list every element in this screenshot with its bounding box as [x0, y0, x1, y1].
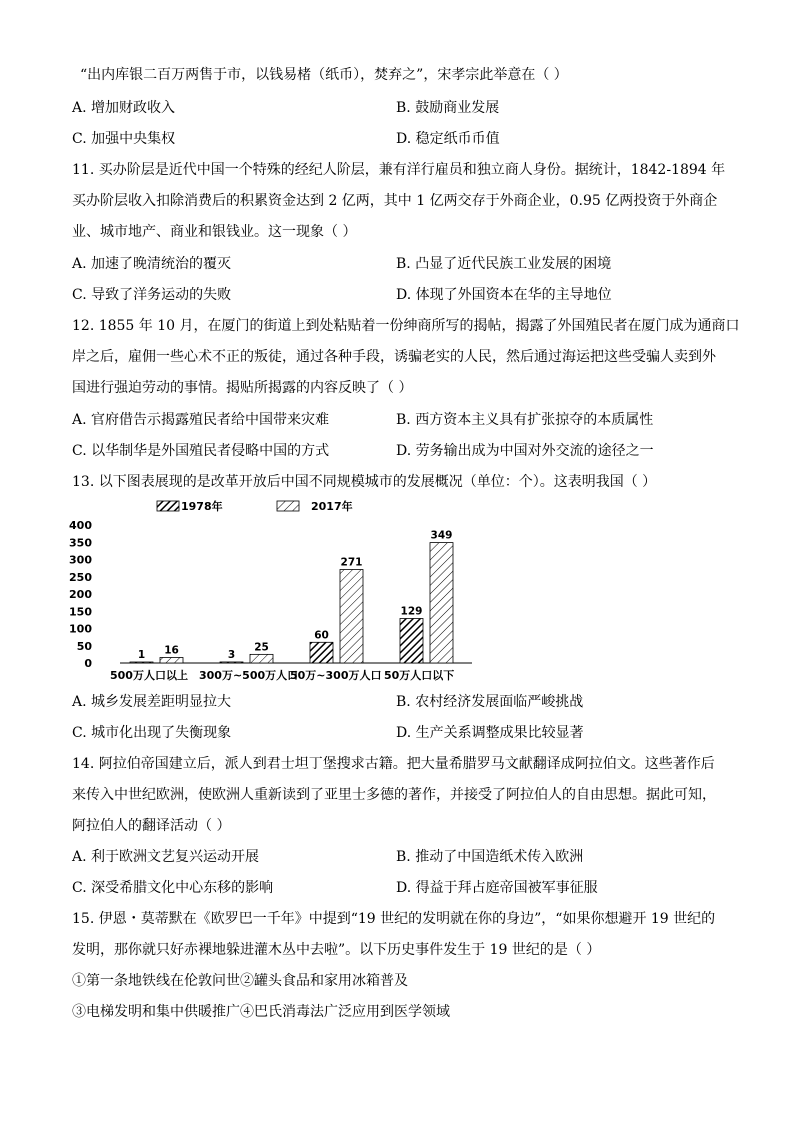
bar-1978年-2: [310, 642, 333, 663]
q11-stem-line-3: 业、城市地产、商业和银钱业。这一现象（ ）: [72, 224, 357, 240]
y-tick-label: 200: [69, 588, 92, 601]
y-tick-label: 150: [69, 605, 92, 619]
bar-value-label: 349: [430, 529, 453, 542]
q13-option-b[interactable]: B. 农村经济发展面临严峻挑战: [396, 694, 584, 710]
bar-value-label: 129: [400, 605, 423, 618]
bar-value-label: 3: [227, 648, 236, 661]
q15-item-line-1: ①第一条地铁线在伦敦问世②罐头食品和家用冰箱普及: [72, 973, 408, 989]
legend-swatch-1978: [157, 501, 179, 511]
q10-option-d[interactable]: D. 稳定纸币币值: [396, 131, 500, 147]
q10-option-c[interactable]: C. 加强中央集权: [72, 131, 176, 147]
q14-stem-line-1: 14. 阿拉伯帝国建立后，派人到君士坦丁堡搜求古籍。把大量希腊罗马文献翻译成阿拉伯文。这些著作后: [72, 756, 715, 772]
q14-stem-line-2: 来传入中世纪欧洲，使欧洲人重新读到了亚里士多德的著作，并接受了阿拉伯人的自由思想。据此可知，: [72, 787, 716, 803]
q13-stem: 13. 以下图表展现的是改革开放后中国不同规模城市的发展概况（单位：个）。这表明我国（ ）: [72, 474, 657, 490]
q11-option-a[interactable]: A. 加速了晚清统治的覆灭: [72, 256, 232, 272]
q12-stem-line-3: 国进行强迫劳动的事情。揭贴所揭露的内容反映了（ ）: [72, 380, 413, 396]
bar-1978年-1: [220, 662, 243, 663]
q12-option-c[interactable]: C. 以华制华是外国殖民者侵略中国的方式: [72, 443, 330, 459]
q15-item-line-2: ③电梯发明和集中供暖推广④巴氏消毒法广泛应用到医学领域: [72, 1004, 450, 1020]
x-category-label: 500万人口以上: [110, 669, 188, 682]
legend-label-1978: 1978年: [181, 500, 223, 513]
bar-value-label: 25: [254, 641, 269, 654]
q14-option-c[interactable]: C. 深受希腊文化中心东移的影响: [72, 880, 274, 896]
q14-option-d[interactable]: D. 得益于拜占庭帝国被军事征服: [396, 880, 598, 896]
y-tick-label: 350: [69, 536, 92, 550]
q14-option-a[interactable]: A. 利于欧洲文艺复兴运动开展: [72, 849, 260, 865]
q14-option-b[interactable]: B. 推动了中国造纸术传入欧洲: [396, 849, 584, 865]
q12-stem-line-2: 岸之后，雇佣一些心术不正的叛徒，通过各种手段，诱骗老实的人民，然后通过海运把这些受骗人卖到外: [72, 349, 716, 365]
q13-option-c[interactable]: C. 城市化出现了失衡现象: [72, 725, 232, 741]
q14-stem-line-3: 阿拉伯人的翻译活动（ ）: [72, 818, 231, 834]
y-tick-label: 300: [69, 553, 92, 567]
bar-1978年-3: [400, 618, 423, 663]
x-category-label: 50万~300万人口: [290, 669, 382, 682]
y-tick-label: 0: [84, 657, 92, 670]
x-axis-categories: [110, 668, 454, 682]
bar-2017年-3: [430, 543, 453, 663]
bar-2017年-1: [250, 654, 273, 663]
q10-option-b[interactable]: B. 鼓励商业发展: [396, 100, 500, 116]
chart-legend: [157, 499, 353, 513]
q12-option-a[interactable]: A. 官府借告示揭露殖民者给中国带来灾难: [72, 412, 330, 428]
bar-value-label: 271: [340, 556, 363, 569]
legend-swatch-2017: [277, 501, 299, 511]
bar-2017年-0: [160, 657, 183, 663]
q12-option-b[interactable]: B. 西方资本主义具有扩张掠夺的本质属性: [396, 412, 654, 428]
q13-option-d[interactable]: D. 生产关系调整成果比较显著: [396, 725, 584, 741]
x-category-label: 300万~500万人口: [199, 669, 299, 682]
y-tick-label: 400: [69, 519, 92, 532]
q10-stem: “出内库银二百万两售于市，以钱易楮（纸币），焚弃之”，宋孝宗此举意在（ ）: [80, 67, 568, 83]
y-tick-label: 250: [69, 570, 92, 584]
legend-label-2017: 2017年: [311, 500, 353, 513]
q13-option-a[interactable]: A. 城乡发展差距明显拉大: [72, 694, 232, 710]
x-category-label: 50万人口以下: [384, 669, 455, 682]
q11-stem-line-1: 11. 买办阶层是近代中国一个特殊的经纪人阶层，兼有洋行雇员和独立商人身份。据统计，1842-1894 年: [72, 162, 726, 178]
q12-stem-line-1: 12. 1855 年 10 月，在厦门的街道上到处粘贴着一份绅商所写的揭帖，揭露了外国殖民者在厦门成为通商口: [72, 318, 740, 334]
bar-1978年-0: [130, 662, 153, 663]
q12-option-d[interactable]: D. 劳务输出成为中国对外交流的途径之一: [396, 443, 654, 459]
y-tick-label: 50: [76, 639, 92, 653]
q15-stem-line-2: 发明，那你就只好赤裸地躲进灌木丛中去啦”。以下历史事件发生于 19 世纪的是（ ）: [72, 942, 601, 958]
chart-bars: [130, 530, 453, 663]
y-axis-ticks: [69, 519, 92, 670]
y-tick-label: 100: [69, 622, 92, 636]
city-development-bar-chart: [62, 495, 482, 685]
bar-value-label: 16: [164, 644, 179, 657]
q11-stem-line-2: 买办阶层收入扣除消费后的积累资金达到 2 亿两，其中 1 亿两交存于外商企业，0.95 亿两投资于外商企: [72, 193, 718, 209]
q11-option-b[interactable]: B. 凸显了近代民族工业发展的困境: [396, 256, 612, 272]
bar-value-label: 1: [137, 649, 146, 661]
bar-value-label: 60: [314, 629, 329, 642]
q10-option-a[interactable]: A. 增加财政收入: [72, 100, 176, 116]
q15-stem-line-1: 15. 伊恩・莫蒂默在《欧罗巴一千年》中提到“19 世纪的发明就在你的身边”，“如果你想避开 19 世纪的: [72, 911, 716, 927]
bar-2017年-2: [340, 570, 363, 663]
q11-option-c[interactable]: C. 导致了洋务运动的失败: [72, 287, 232, 303]
q11-option-d[interactable]: D. 体现了外国资本在华的主导地位: [396, 287, 612, 303]
